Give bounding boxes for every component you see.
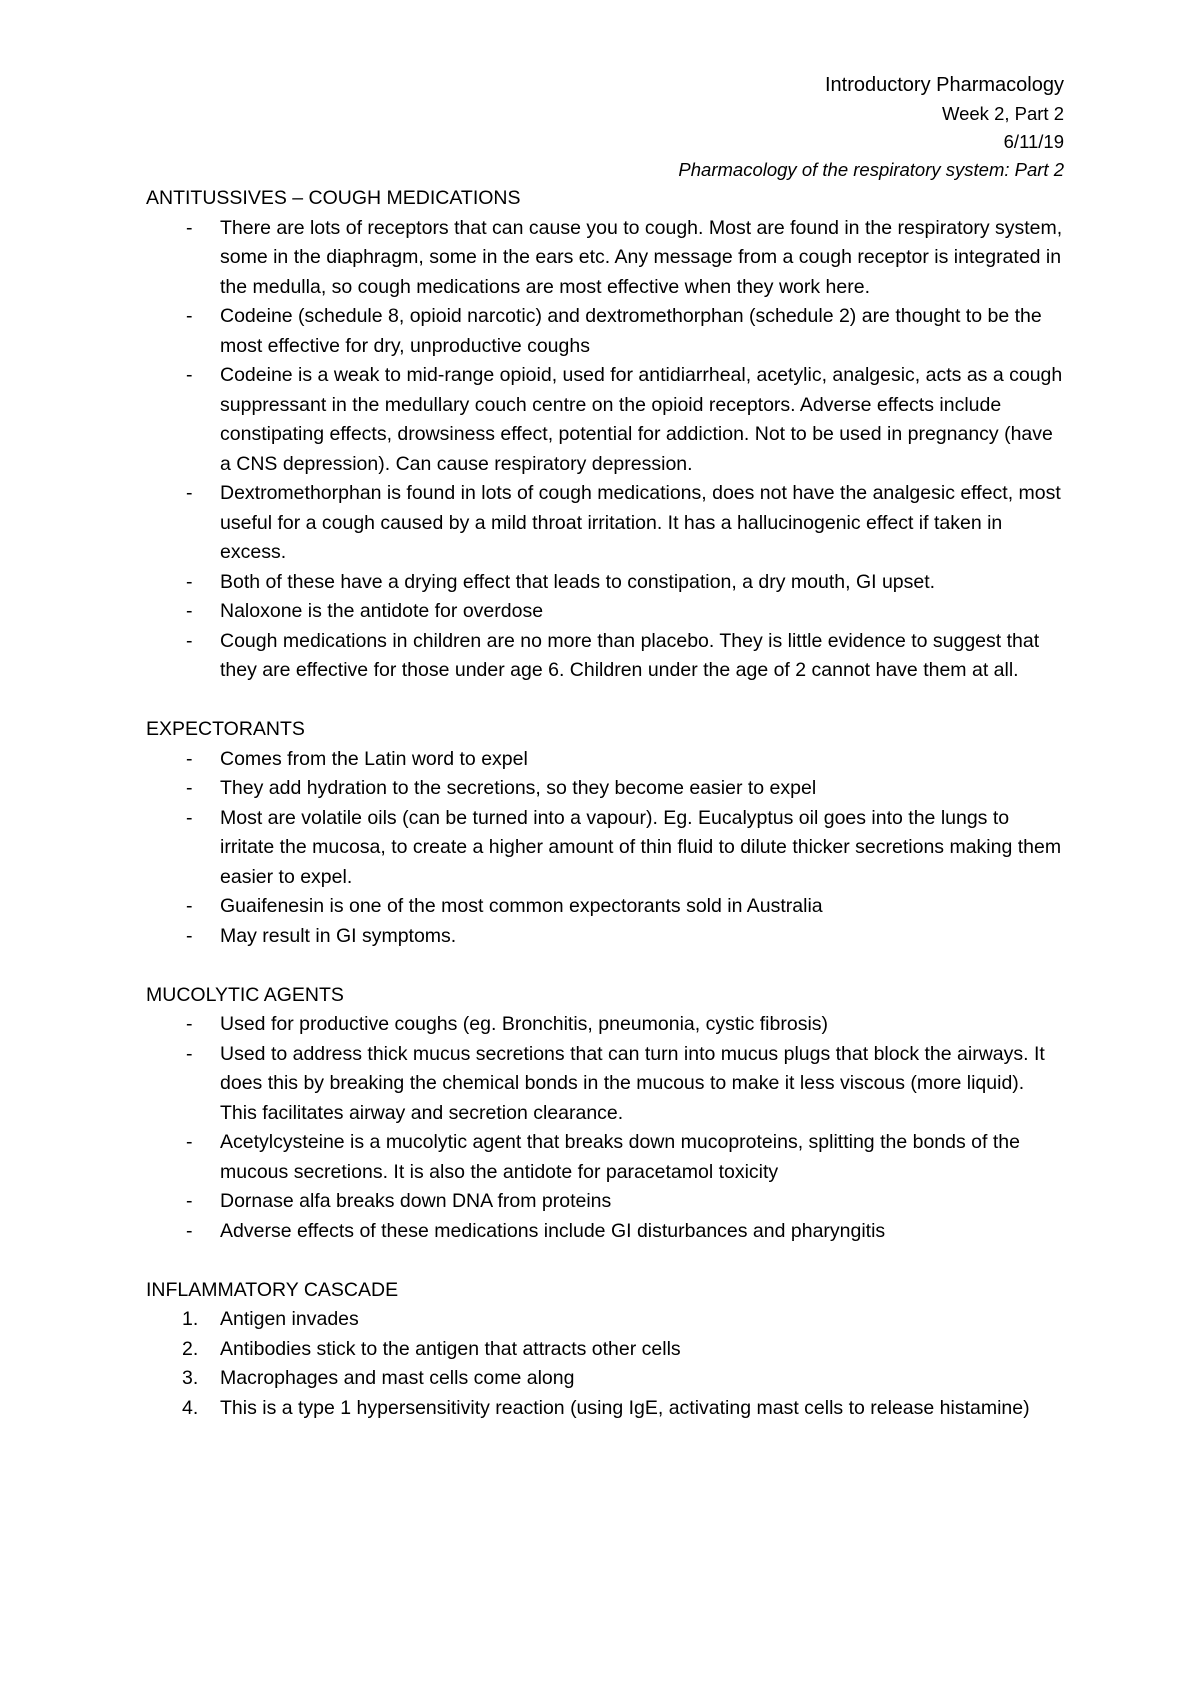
list-item: - Dextromethorphan is found in lots of cough medications, does not have the analgesic effect, most useful for a cough caused by a mild throat irritation. It has a hallucinogenic effect if taken in excess.: [186, 482, 1061, 563]
list-item: - Used to address thick mucus secretions that can turn into mucus plugs that block the airways. It does this by breaking the chemical bonds in the mucous to make it less viscous (more liquid). This facilitates airway and secretion clearance.: [186, 1042, 1045, 1124]
list-item: - Most are volatile oils (can be turned into a vapour). Eg. Eucalyptus oil goes into the lungs to irritate the mucosa, to create a higher amount of thin fluid to dilute thicker secretions making them easier to expel.: [186, 806, 1062, 888]
header-subtitle: Pharmacology of the respiratory system: Part 2: [678, 159, 1064, 180]
list-item: - Dornase alfa breaks down DNA from proteins: [186, 1190, 612, 1212]
list-item: - There are lots of receptors that can cause you to cough. Most are found in the respiratory system, some in the diaphragm, some in the ears etc. Any message from a cough receptor is integrated in the medulla, so cough medications are most effective when they work here.: [186, 216, 1063, 298]
section-title-mucolytic: MUCOLYTIC AGENTS: [146, 983, 344, 1006]
section-title-antitussives: ANTITUSSIVES – COUGH MEDICATIONS: [146, 187, 521, 209]
list-item: - Acetylcysteine is a mucolytic agent that breaks down mucoproteins, splitting the bonds of the mucous secretions. It is also the antidote for paracetamol toxicity: [186, 1131, 1020, 1183]
list-item: - Comes from the Latin word to expel: [186, 747, 528, 770]
list-item: - Used for productive coughs (eg. Bronchitis, pneumonia, cystic fibrosis): [186, 1013, 829, 1035]
expectorants-list: [146, 745, 1064, 952]
antitussives-list: [146, 214, 1064, 686]
list-item: - Naloxone is the antidote for overdose: [186, 600, 544, 622]
list-item: - Both of these have a drying effect that leads to constipation, a dry mouth, GI upset.: [186, 570, 936, 593]
section-title-expectorants: EXPECTORANTS: [146, 718, 305, 740]
mucolytic-list: [146, 1010, 1064, 1246]
list-item: 4. This is a type 1 hypersensitivity reaction (using IgE, activating mast cells to release histamine): [182, 1396, 1030, 1419]
list-item: - Codeine is a weak to mid-range opioid, used for antidiarrheal, acetylic, analgesic, acts as a cough suppressant in the medullary couch centre on the opioid receptors. Adverse effects include constipating effects, drowsiness effect, potential for addiction. Not to be used in pregnancy (have a CNS depression). Can cause respiratory depression.: [186, 364, 1063, 475]
list-item: 3. Macrophages and mast cells come along: [182, 1367, 575, 1389]
list-item: 2. Antibodies stick to the antigen that attracts other cells: [182, 1337, 681, 1360]
section-title-inflammatory: INFLAMMATORY CASCADE: [146, 1278, 399, 1301]
list-item: - Codeine (schedule 8, opioid narcotic) and dextromethorphan (schedule 2) are thought to be the most effective for dry, unproductive coughs: [186, 305, 1042, 357]
header-title: Introductory Pharmacology: [824, 74, 1064, 96]
section-gap: [146, 951, 1064, 981]
list-item: - Adverse effects of these medications include GI disturbances and pharyngitis: [186, 1219, 886, 1242]
document-header: [146, 70, 1064, 184]
inflammatory-list: [146, 1305, 1064, 1423]
section-gap: [146, 686, 1064, 716]
header-week: Week 2, Part 2: [941, 103, 1064, 124]
list-item: 1. Antigen invades: [182, 1308, 359, 1330]
list-item: - They add hydration to the secretions, so they become easier to expel: [186, 777, 817, 799]
list-item: - May result in GI symptoms.: [186, 924, 457, 947]
section-gap: [146, 1246, 1064, 1276]
list-item: - Cough medications in children are no more than placebo. They is little evidence to suggest that they are effective for those under age 6. Children under the age of 2 cannot have them at all.: [186, 629, 1040, 681]
list-item: - Guaifenesin is one of the most common expectorants sold in Australia: [186, 895, 823, 917]
header-date: 6/11/19: [1003, 131, 1064, 152]
